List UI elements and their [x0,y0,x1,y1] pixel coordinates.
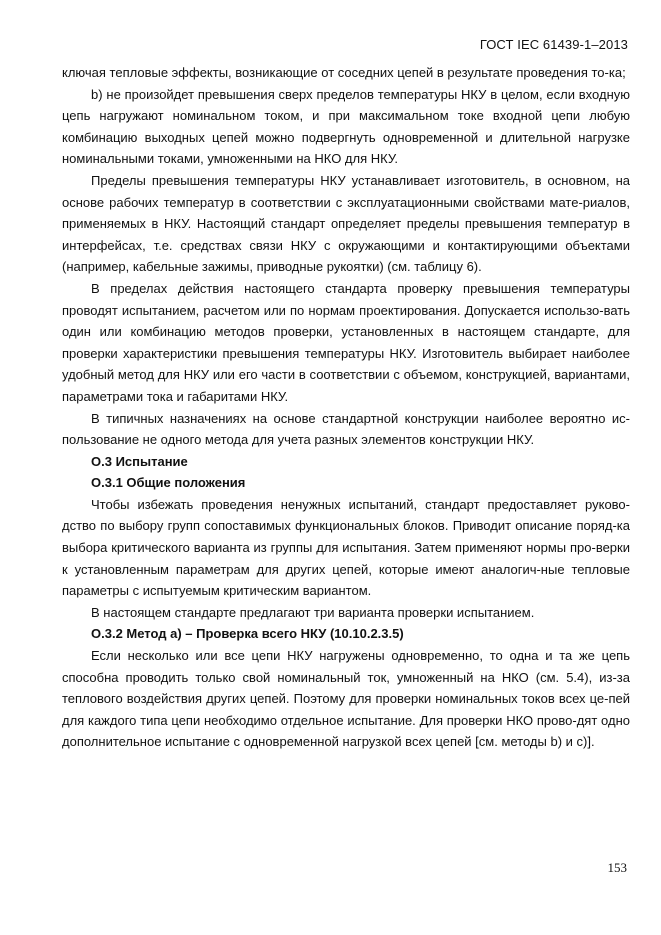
paragraph-method-a: Если несколько или все цепи НКУ нагружены одновременно, то одна и та же цепь способна проводить только свой номинальный ток, умноженный на НКО (см. 5.4), из-за теплового воздействия других цепей. Поэтому для проверки номинальных токов всех це-пей для каждого типа цепи необходимо отдельное испытание. Для проверки НКО прово-дят одно дополнительное испытание с одновременной нагрузкой всех цепей [см. методы b) и с)]. [62,648,630,750]
section-heading-o3: О.3 Испытание [91,453,188,469]
document-header: ГОСТ IEC 61439-1–2013 [479,37,628,52]
section-heading-o3-2: О.3.2 Метод а) – Проверка всего НКУ (10.10.2.3.5) [91,626,404,642]
paragraph-typical-use: В типичных назначениях на основе стандартной конструкции наиболее вероятно ис-пользование не одного метода для учета разных элементов конструкции НКУ. [62,410,630,448]
page-number: 153 [607,860,627,875]
paragraph-continuation: ключая тепловые эффекты, возникающие от соседних цепей в результате проведения то-ка; [62,65,626,80]
paragraph-three-variants: В настоящем стандарте предлагают три варианта проверки испытанием. [91,604,535,620]
paragraph-general: Чтобы избежать проведения ненужных испытаний, стандарт предоставляет руково-дство по выбору групп сопоставимых функциональных блоков. Приводит описание поряд-ка выбора критического варианта из группы для испытания. Затем применяют нормы про-верки к установленным параметрам для других цепей, которые имеют аналогич-ные тепловые параметры с испытуемым критическим вариантом. [62,496,630,599]
document-body [62,62,630,753]
paragraph-item-b: b) не произойдет превышения сверх пределов температуры НКУ в целом, если входную цепь нагружают номинальном током, и при максимальном токе входной цепи любую комбинацию выходных цепей можно подвергнуть одновременной и длительной нагрузке номинальными токами, умноженными на НКО для НКУ. [62,86,630,167]
section-heading-o3-1: О.3.1 Общие положения [91,475,246,491]
paragraph-limits: Пределы превышения температуры НКУ устанавливает изготовитель, в основном, на основе рабочих температур в соответствии с эксплуатационными свойствами мате-риалов, применяемых в НКУ. Настоящий стандарт определяет пределы превышения температур в интерфейсах, т.е. средствах связи НКУ с окружающими и контактирующими объектами (например, кабельные зажимы, приводные рукоятки) (см. таблицу 6). [62,172,630,275]
paragraph-verification: В пределах действия настоящего стандарта проверку превышения температуры проводят испытанием, расчетом или по нормам проектирования. Допускается использо-вать один или комбинацию методов проверки, установленных в настоящем стандарте, для проверки характеристики превышения температуры НКУ. Изготовитель выбирает наиболее удобный метод для НКУ или его части в соответствии с объемом, конструкцией, вариантами, параметрами тока и габаритами НКУ. [62,280,630,404]
